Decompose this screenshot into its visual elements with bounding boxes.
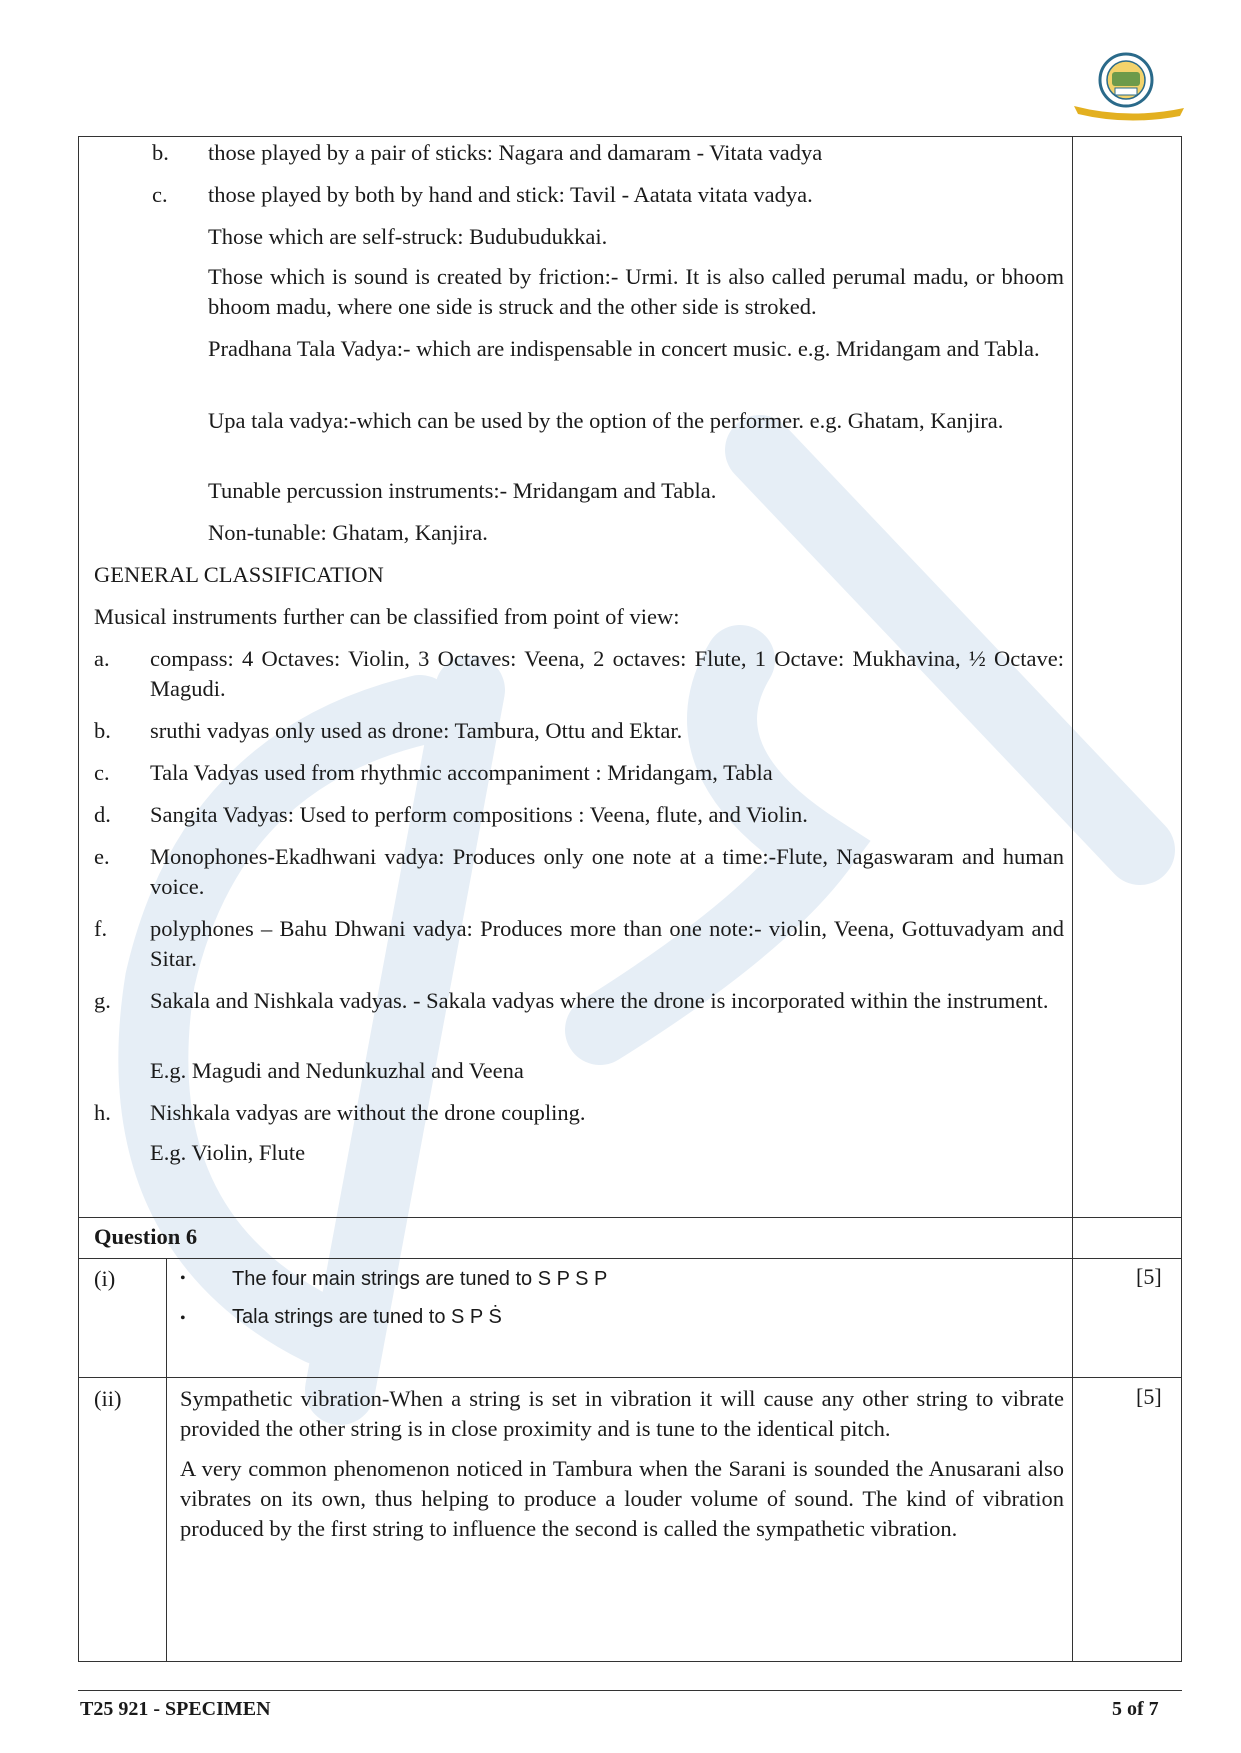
item-text: Nishkala vadyas are without the drone coupling.	[150, 1100, 586, 1125]
item-text: E.g. Violin, Flute	[150, 1140, 306, 1165]
section-heading: GENERAL CLASSIFICATION	[94, 562, 384, 587]
bullet-icon: •	[180, 1310, 186, 1327]
marks-column-divider	[1072, 136, 1073, 1662]
question6-divider	[78, 1217, 1182, 1218]
part-label-divider	[166, 1258, 167, 1662]
item-label: h.	[94, 1100, 111, 1125]
answer-paragraph: Sympathetic vibration-When a string is set in vibration it will cause any other string to vibrate provided the other string is in close proximity and is tune to the identical pitch.	[180, 1386, 1064, 1441]
item-label: g.	[94, 988, 111, 1013]
answer-paragraph: A very common phenomenon noticed in Tambura when the Sarani is sounded the Anusarani also vibrates on its own, thus helping to produce a louder volume of sound. The kind of vibration produced by the first string to influence the second is called the sympathetic vibration.	[180, 1456, 1064, 1541]
paragraph: Tunable percussion instruments:- Mridangam and Tabla.	[208, 478, 717, 503]
item-label: a.	[94, 646, 110, 671]
item-label: b.	[152, 140, 169, 165]
section-intro: Musical instruments further can be classified from point of view:	[94, 604, 680, 629]
item-label: c.	[94, 760, 110, 785]
item-text: E.g. Magudi and Nedunkuzhal and Veena	[150, 1058, 524, 1083]
marks-label: [5]	[1136, 1384, 1162, 1409]
item-label: d.	[94, 802, 111, 827]
part-label: (i)	[94, 1266, 116, 1291]
bullet-icon: •	[180, 1270, 186, 1287]
bullet-text: The four main strings are tuned to S P S P	[232, 1268, 608, 1290]
marks-label: [5]	[1136, 1264, 1162, 1289]
page-number: 5 of 7	[1112, 1698, 1159, 1720]
paragraph: Pradhana Tala Vadya:- which are indispensable in concert music. e.g. Mridangam and Tabla.	[208, 336, 1040, 361]
item-text: compass: 4 Octaves: Violin, 3 Octaves: Veena, 2 octaves: Flute, 1 Octave: Mukhavina, ½ Octave: Magudi.	[150, 646, 1064, 701]
part-i-divider	[78, 1258, 1182, 1259]
bullet-text: Tala strings are tuned to S P Ṡ	[232, 1306, 502, 1328]
item-text: Sakala and Nishkala vadyas. - Sakala vadyas where the drone is incorporated within the instrument.	[150, 988, 1049, 1013]
item-label: f.	[94, 916, 108, 941]
question-heading: Question 6	[94, 1224, 198, 1249]
item-text: those played by both by hand and stick: Tavil - Aatata vitata vadya.	[208, 182, 813, 207]
item-text: Sangita Vadyas: Used to perform compositions : Veena, flute, and Violin.	[150, 802, 808, 827]
part-label: (ii)	[94, 1386, 122, 1411]
footer-code: T25 921 - SPECIMEN	[80, 1698, 271, 1720]
part-ii-divider	[78, 1377, 1182, 1378]
paragraph: Upa tala vadya:-which can be used by the option of the performer. e.g. Ghatam, Kanjira.	[208, 408, 1004, 433]
paragraph: Those which is sound is created by friction:- Urmi. It is also called perumal madu, or bhoom bhoom madu, where one side is struck and the other side is stroked.	[208, 264, 1064, 319]
paragraph: Those which are self-struck: Budubudukkai.	[208, 224, 608, 249]
item-text: Monophones-Ekadhwani vadya: Produces only one note at a time:-Flute, Nagaswaram and human voice.	[150, 844, 1064, 899]
item-text: Tala Vadyas used from rhythmic accompaniment : Mridangam, Tabla	[150, 760, 773, 785]
item-text: sruthi vadyas only used as drone: Tambura, Ottu and Ektar.	[150, 718, 683, 743]
item-text: those played by a pair of sticks: Nagara and damaram - Vitata vadya	[208, 140, 823, 165]
footer-rule	[78, 1690, 1182, 1691]
paragraph: Non-tunable: Ghatam, Kanjira.	[208, 520, 488, 545]
item-label: e.	[94, 844, 110, 869]
item-label: b.	[94, 718, 111, 743]
cisce-logo	[1068, 48, 1188, 128]
item-text: polyphones – Bahu Dhwani vadya: Produces more than one note:- violin, Veena, Gottuvadyam and Sitar.	[150, 916, 1064, 971]
item-label: c.	[152, 182, 168, 207]
